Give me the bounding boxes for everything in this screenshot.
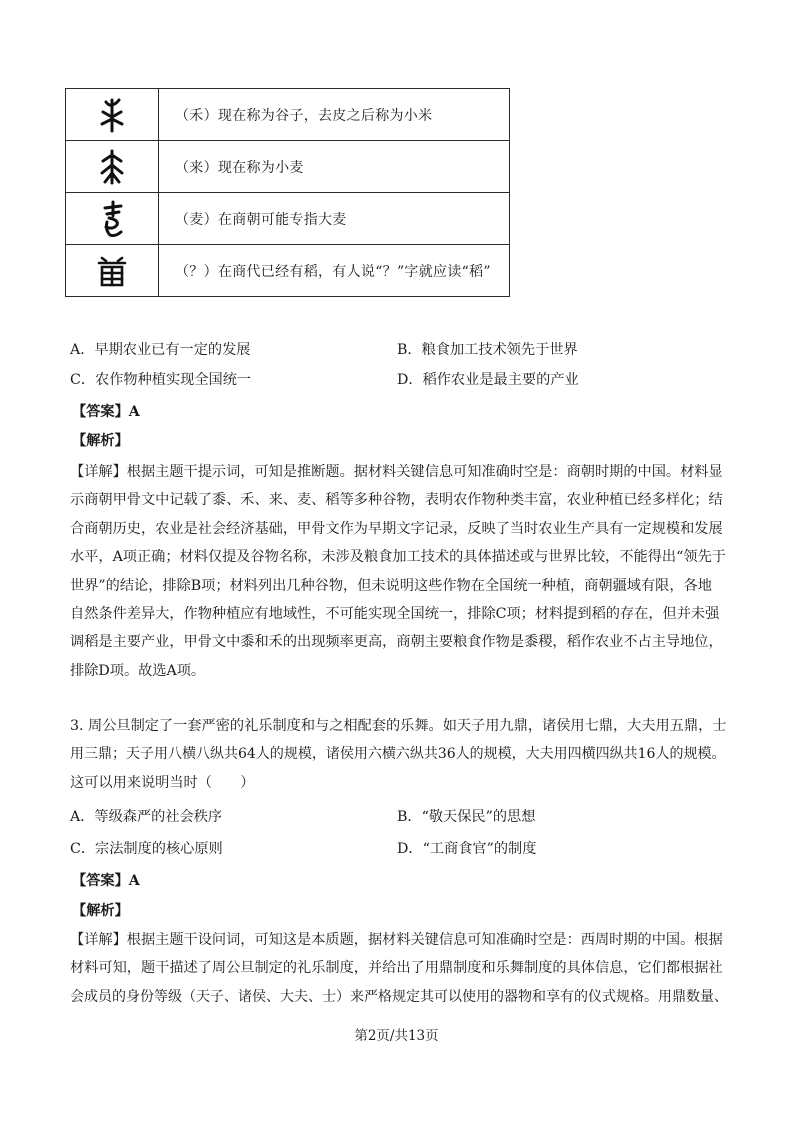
table-row [66, 193, 510, 245]
q3-detail-line: 材料可知，题干描述了周公旦制定的礼乐制度，并给出了用鼎制度和乐舞制度的具体信息，它们都根据社 [70, 960, 723, 977]
table-row [66, 89, 510, 141]
q2-detail-line: 合商朝历史，农业是社会经济基础，甲骨文作为早期文字记录，反映了当时农业生产具有一定规模和发展 [70, 520, 723, 537]
table-cell-text: （来）现在称为小麦 [159, 141, 510, 193]
table-cell-text: （？）在商代已经有稻，有人说“？”字就应读“稻” [159, 245, 510, 297]
q2-detail [70, 458, 732, 685]
q2-detail-line: 排除D项。故选A项。 [70, 662, 206, 679]
q2-detail-line: 自然条件差异大，作物种植应有地域性，不可能实现全国统一，排除C项；材料提到稻的存在，但并未强 [70, 606, 720, 623]
q3-detail-line: 【详解】根据主题干设问词，可知这是本质题，据材料关键信息可知准确时空是：西周时期的中国。根据 [70, 932, 723, 948]
q2-detail-line: 世界”的结论，排除B项；材料列出几种谷物，但未说明这些作物在全国统一种植，商朝疆域有限，各地 [70, 577, 712, 594]
q3-option-b: B．“敬天保民”的思想 [397, 809, 536, 825]
table-row [66, 245, 510, 297]
q2-option-b: B．粮食加工技术领先于世界 [397, 342, 578, 358]
q3-option-d: D．“工商食官”的制度 [397, 841, 537, 857]
q2-detail-line: 水平，A项正确；材料仅提及谷物名称，未涉及粮食加工技术的具体描述或与世界比较，不能得出“领先于 [70, 549, 726, 566]
q2-option-c: C．农作物种植实现全国统一 [70, 372, 252, 388]
q3-option-a: A．等级森严的社会秩序 [70, 809, 223, 825]
q3-options-row-1 [70, 806, 732, 828]
q2-answer: 【答案】A [72, 404, 140, 420]
q3-analysis-label: 【解析】 [72, 903, 129, 919]
lai-glyph [66, 141, 159, 193]
q2-option-a: A．早期农业已有一定的发展 [70, 342, 251, 358]
q2-detail-line: 调稻是主要产业，甲骨文中黍和禾的出现频率更高，商朝主要粮食作物是黍稷，稻作农业不占主导地位， [70, 634, 723, 651]
he-glyph [66, 89, 159, 141]
q2-detail-line: 示商朝甲骨文中记载了黍、禾、来、麦、稻等多种谷物，表明农作物种类丰富，农业种植已经多样化；结 [70, 492, 723, 509]
q3-option-c: C．宗法制度的核心原则 [70, 841, 223, 857]
q3-answer: 【答案】A [72, 873, 140, 889]
q2-options-row-1 [70, 339, 732, 361]
table-cell-text: （禾）现在称为谷子，去皮之后称为小米 [159, 89, 510, 141]
q3-stem-line: 用三鼎；天子用八横八纵共64人的规模，诸侯用六横六纵共36人的规模，大夫用四横四纵共16人的规模。 [70, 746, 726, 763]
table-row [66, 141, 510, 193]
q2-options-row-2 [70, 369, 732, 391]
q3-options-row-2 [70, 838, 732, 860]
q2-option-d: D．稻作农业是最主要的产业 [397, 372, 579, 388]
oracle-bone-table [65, 88, 510, 297]
table-cell-text: （麦）在商朝可能专指大麦 [159, 193, 510, 245]
q3-stem-line: 3. 周公旦制定了一套严密的礼乐制度和与之相配套的乐舞。如天子用九鼎，诸侯用七鼎，大夫用五鼎，士 [70, 718, 727, 734]
q3-stem [70, 712, 732, 797]
mai-glyph [66, 193, 159, 245]
q3-detail-line: 会成员的身份等级（天子、诸侯、大夫、士）来严格规定其可以使用的器物和享有的仪式规格。用鼎数量、 [70, 988, 728, 1005]
dao-glyph [66, 245, 159, 297]
q3-stem-line: 这可以用来说明当时（ ） [70, 774, 255, 791]
q2-detail-line: 【详解】根据主题干提示词，可知是推断题。据材料关键信息可知准确时空是：商朝时期的中国。材料显 [70, 464, 723, 480]
q3-detail [70, 926, 732, 1011]
page-footer: 第2页/共13页 [354, 1028, 439, 1044]
q2-analysis-label: 【解析】 [72, 433, 129, 449]
